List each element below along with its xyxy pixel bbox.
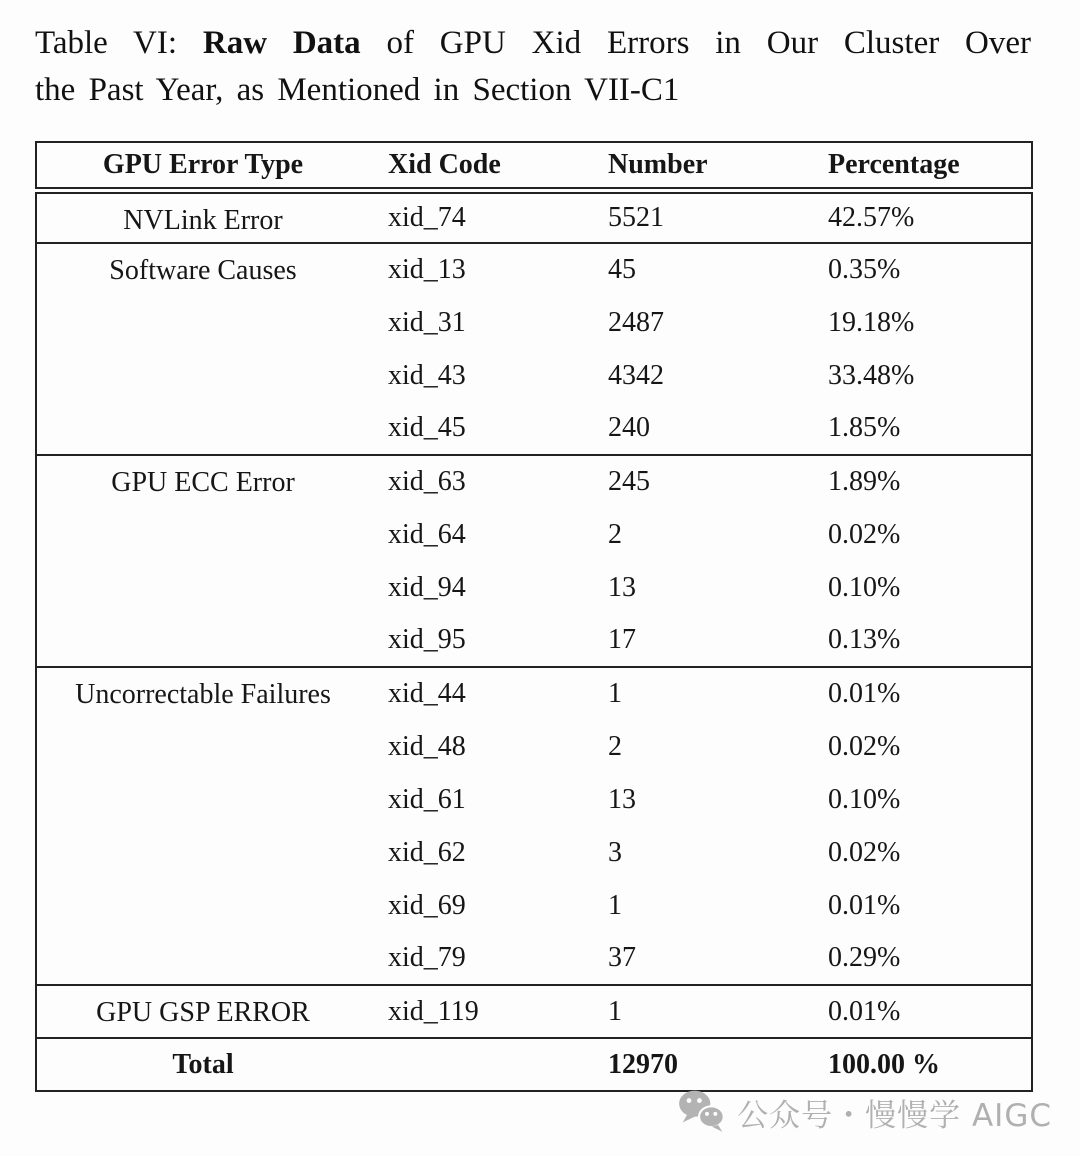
error-type-group [36, 667, 1032, 985]
percentage-cell: 19.18% [828, 306, 915, 338]
error-type-cell: Software Causes [109, 255, 297, 286]
percentage-cell: 33.48% [828, 359, 915, 391]
percentage-cell: 1.89% [828, 466, 901, 497]
total-number-cell: 12970 [608, 1048, 678, 1080]
xid-code-cell: xid_74 [388, 201, 466, 233]
caption-suffix: of GPU Xid Errors in Our Cluster Over [360, 25, 1031, 61]
table-caption [35, 20, 1031, 114]
total-label-cell: Total [172, 1048, 234, 1080]
xid-code-cell: xid_95 [388, 624, 466, 655]
xid-code-cell: xid_44 [388, 678, 466, 709]
number-cell: 3 [608, 836, 622, 868]
percentage-cell: 0.01% [828, 889, 901, 921]
header-xid-code: Xid Code [388, 148, 501, 180]
number-cell: 4342 [608, 359, 664, 391]
percentage-cell: 0.35% [828, 254, 901, 285]
header-gpu-error-type: GPU Error Type [102, 148, 304, 180]
number-cell: 17 [608, 624, 636, 655]
number-cell: 45 [608, 254, 636, 285]
percentage-cell: 1.85% [828, 412, 901, 443]
number-cell: 1 [608, 678, 622, 709]
percentage-cell: 0.02% [828, 836, 901, 868]
table-header-row [36, 142, 1032, 190]
xid-code-cell: xid_64 [388, 518, 466, 550]
xid-code-cell: xid_48 [388, 730, 466, 762]
percentage-cell: 0.01% [828, 678, 901, 709]
table-row [36, 667, 1032, 720]
error-type-group [36, 243, 1032, 455]
number-cell: 13 [608, 571, 636, 603]
caption-prefix: Table VI: [35, 25, 203, 61]
error-type-group [36, 190, 1032, 243]
number-cell: 5521 [608, 201, 664, 233]
error-type-cell: Uncorrectable Failures [75, 679, 331, 710]
percentage-cell: 0.02% [828, 730, 901, 762]
error-type-cell: GPU ECC Error [111, 467, 295, 498]
table-row [36, 985, 1032, 1038]
percentage-cell: 0.10% [828, 571, 901, 603]
error-type-cell: GPU GSP ERROR [96, 997, 310, 1028]
number-cell: 240 [608, 412, 650, 443]
number-cell: 37 [608, 942, 636, 973]
xid-code-cell: xid_119 [388, 995, 479, 1027]
total-percentage-cell: 100.00 % [828, 1048, 940, 1080]
percentage-cell: 0.13% [828, 624, 901, 655]
total-row [36, 1038, 1032, 1091]
number-cell: 2 [608, 730, 622, 762]
error-type-group [36, 455, 1032, 667]
xid-error-table [35, 141, 1033, 1092]
number-cell: 2 [608, 518, 622, 550]
xid-code-cell: xid_69 [388, 889, 466, 921]
table-row [36, 455, 1032, 508]
xid-code-cell: xid_61 [388, 783, 466, 815]
percentage-cell: 42.57% [828, 201, 915, 233]
caption-bold-raw-data: Raw Data [202, 25, 361, 61]
number-cell: 1 [608, 995, 622, 1027]
wechat-icon [677, 1089, 727, 1135]
number-cell: 1 [608, 889, 622, 921]
xid-code-cell: xid_94 [388, 571, 466, 603]
xid-code-cell: xid_43 [388, 359, 466, 391]
number-cell: 13 [608, 783, 636, 815]
table-row [36, 190, 1032, 243]
xid-code-cell: xid_62 [388, 836, 466, 868]
number-cell: 2487 [608, 306, 664, 338]
percentage-cell: 0.01% [828, 995, 901, 1027]
header-percentage: Percentage [828, 148, 960, 180]
xid-code-cell: xid_13 [388, 254, 466, 285]
error-type-group [36, 985, 1032, 1038]
number-cell: 245 [608, 466, 650, 497]
xid-code-cell: xid_45 [388, 412, 466, 443]
watermark-text: 公众号・慢慢学 AIGC [737, 1097, 1052, 1134]
caption-line-2: the Past Year, as Mentioned in Section VII-C1 [35, 72, 680, 108]
percentage-cell: 0.29% [828, 942, 901, 973]
xid-code-cell: xid_31 [388, 306, 466, 338]
caption-line-1 [35, 20, 1031, 67]
percentage-cell: 0.02% [828, 518, 901, 550]
table-row [36, 243, 1032, 296]
xid-code-cell: xid_79 [388, 942, 466, 973]
total-xid-cell-empty [369, 1038, 589, 1091]
header-number: Number [608, 148, 708, 180]
xid-code-cell: xid_63 [388, 466, 466, 497]
error-type-cell: NVLink Error [123, 204, 283, 236]
watermark [677, 1089, 1052, 1135]
percentage-cell: 0.10% [828, 783, 901, 815]
